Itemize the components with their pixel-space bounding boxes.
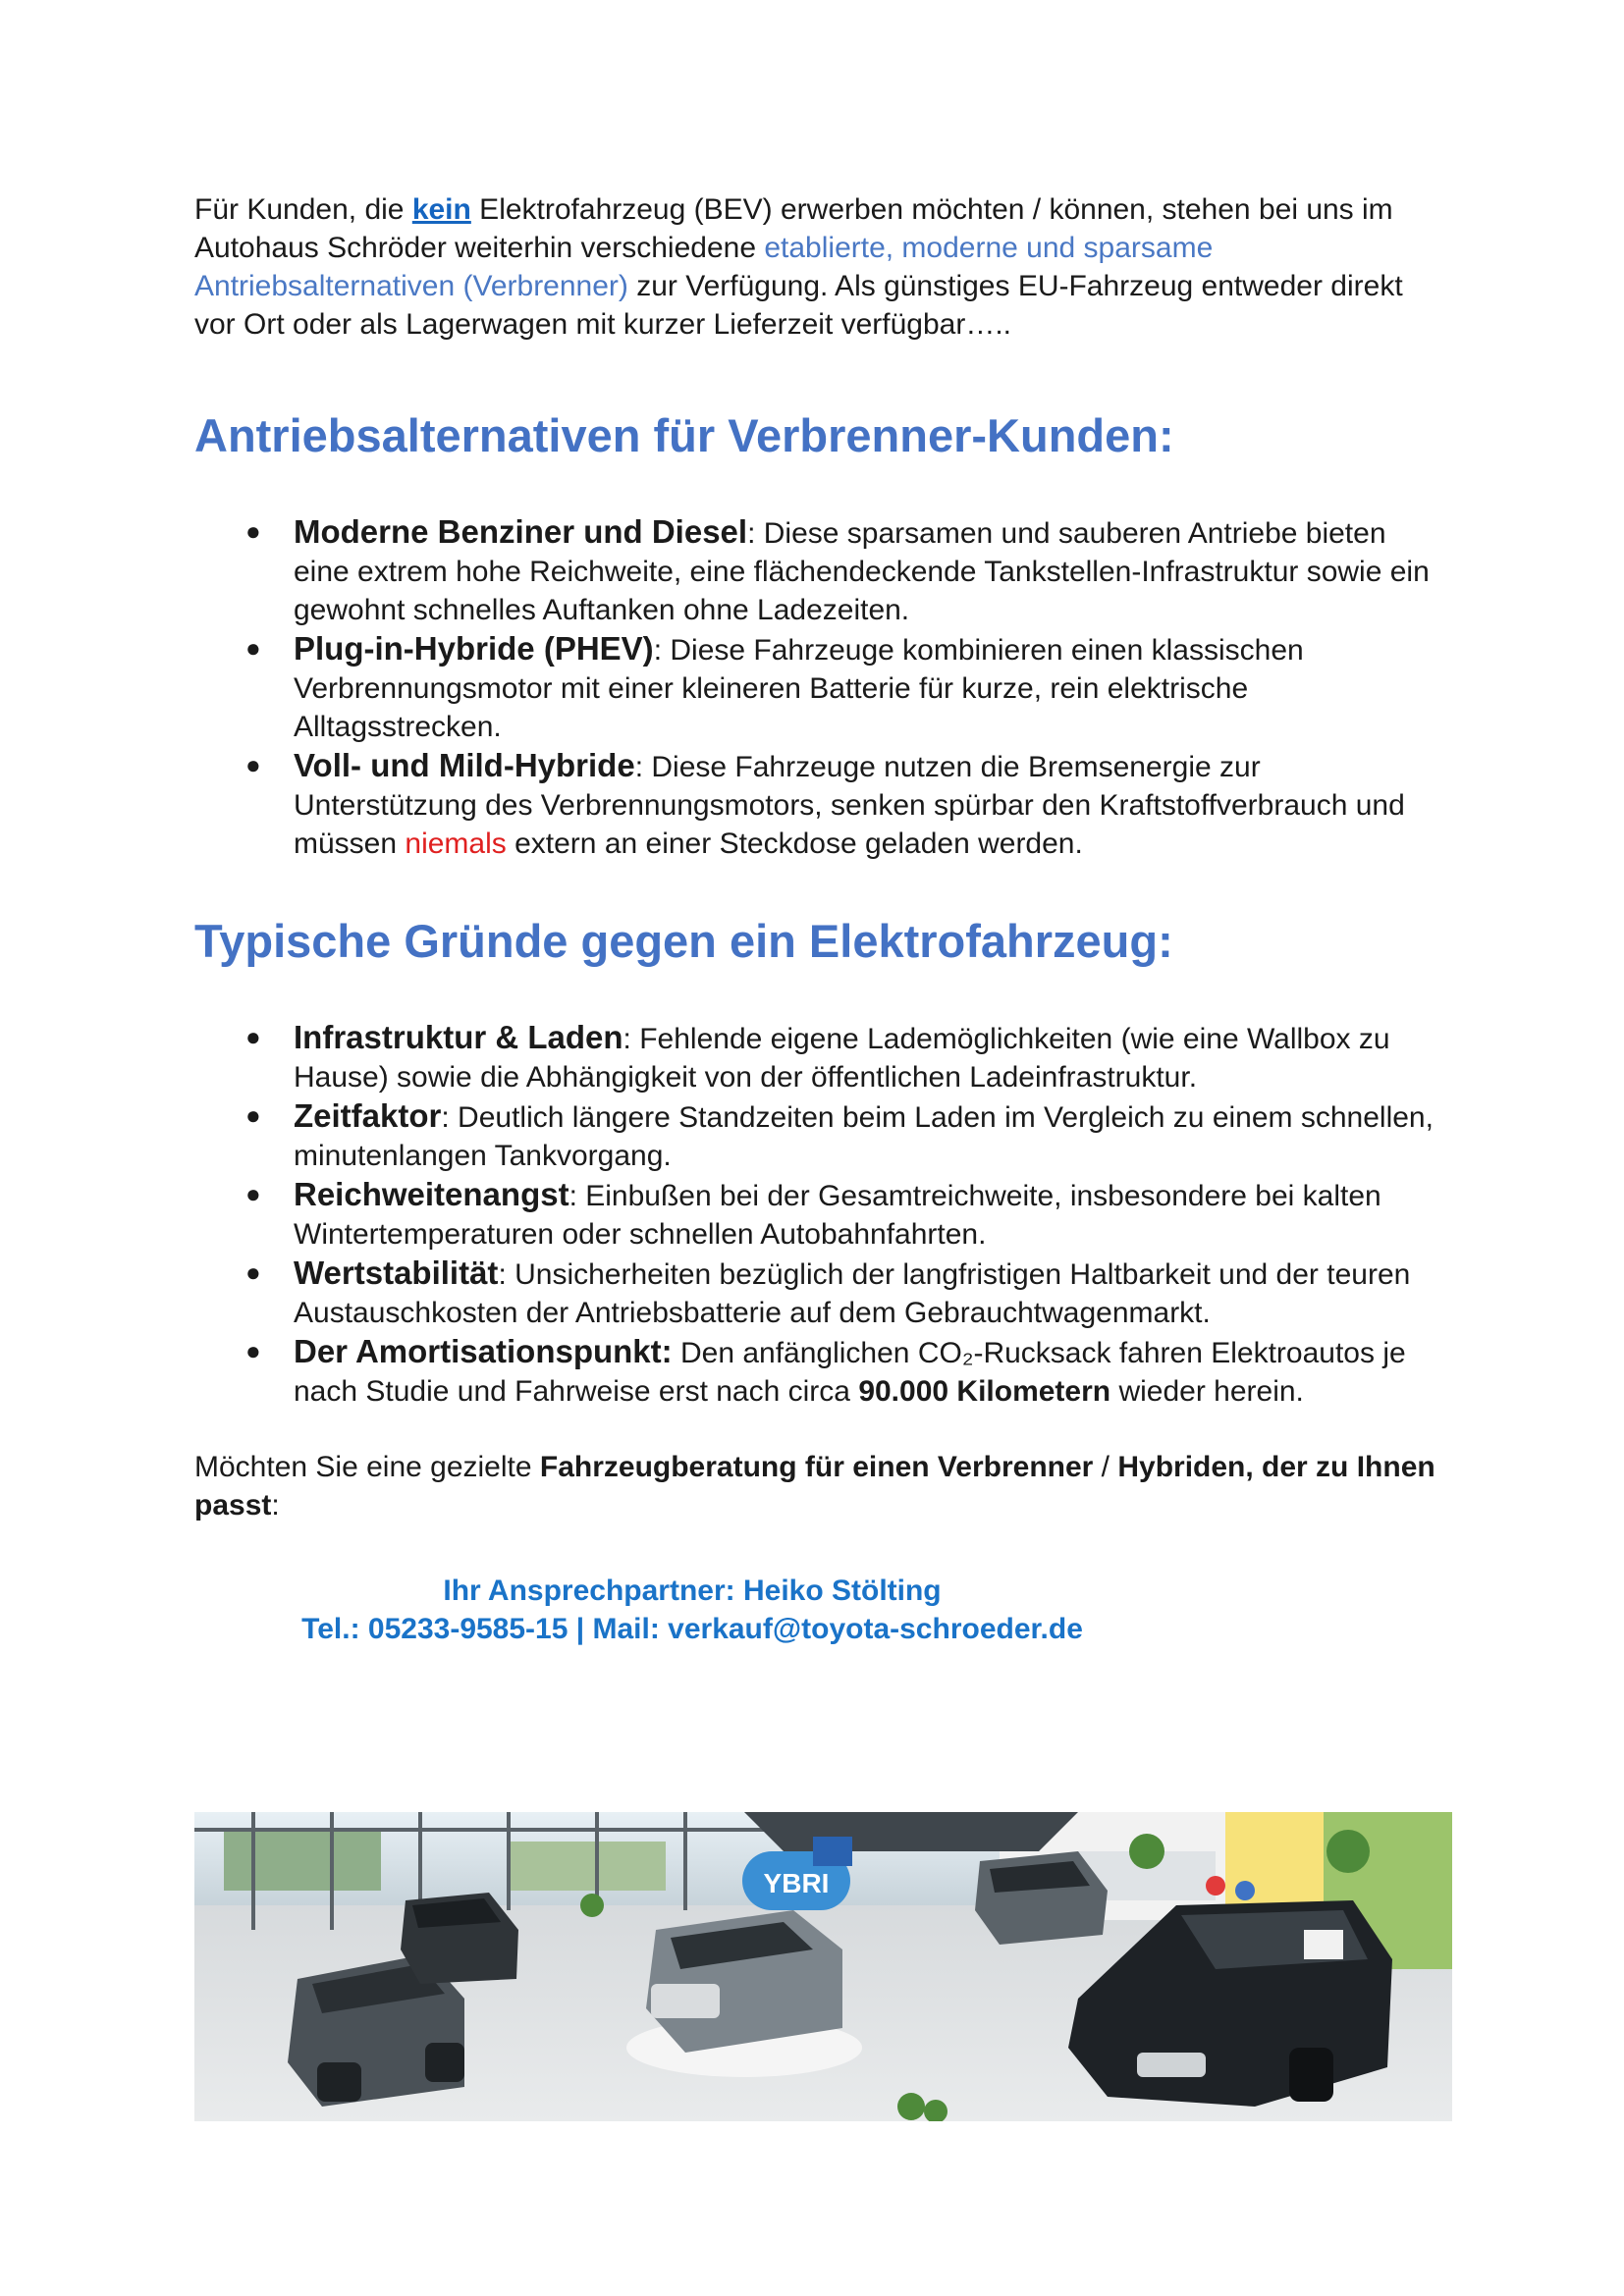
list-item (194, 1332, 1441, 1411)
item-text: Den anfänglichen CO₂-Rucksack fahren Elektroautos je nach Studie und Fahrweise erst nach circa (294, 1337, 1406, 1408)
bullet-icon: ● (245, 1022, 261, 1051)
cta-text: : (271, 1489, 280, 1522)
intro-text: Für Kunden, die (194, 193, 412, 226)
alternatives-list (194, 512, 1441, 863)
bullet-icon: ● (245, 1257, 261, 1287)
item-text: : Fehlende eigene Lademöglichkeiten (wie eine Wallbox zu Hause) sowie die Abhängigkeit von der öffentlichen Ladeinfrastruktur. (294, 1023, 1390, 1094)
item-term: Der Amortisationspunkt: (294, 1333, 673, 1369)
document-content (194, 190, 1441, 1648)
item-term: Moderne Benziner und Diesel (294, 513, 748, 550)
item-term: Voll- und Mild-Hybride (294, 747, 635, 783)
list-item (194, 746, 1441, 863)
showroom-illustration (194, 1812, 1452, 2121)
item-text: : Diese Fahrzeuge nutzen die Bremsenergie zur Unterstützung des Verbrennungsmotors, senken spürbar den Kraftstoffverbrauch und müssen (294, 751, 1405, 860)
list-item (194, 629, 1441, 746)
banner-text: YBRI (763, 1868, 830, 1898)
intro-paragraph (194, 190, 1441, 344)
item-term: Reichweitenangst (294, 1176, 569, 1212)
cta-text: / (1093, 1451, 1118, 1483)
list-item (194, 512, 1441, 629)
list-item (194, 1018, 1441, 1096)
item-text: wieder herein. (1110, 1375, 1304, 1408)
contact-details[interactable]: Tel.: 05233-9585-15 | Mail: verkauf@toyota-schroeder.de (301, 1613, 1083, 1645)
item-emphasis: 90.000 Kilometern (858, 1375, 1111, 1408)
cta-bold: Fahrzeugberatung für einen Verbrenner (539, 1451, 1094, 1483)
intro-text: Elektrofahrzeug (BEV) erwerben möchten / können, stehen bei uns im Autohaus Schröder weiterhin verschiedene (194, 193, 1393, 264)
kein-link[interactable]: kein (411, 193, 471, 226)
contact-person: Ihr Ansprechpartner: Heiko Stölting (443, 1575, 942, 1607)
bullet-icon: ● (245, 1179, 261, 1208)
intro-text: zur Verfügung. Als günstiges EU-Fahrzeug entweder direkt vor Ort oder als Lagerwagen mit kurzer Lieferzeit verfügbar….. (194, 270, 1403, 341)
car-grey-suv (975, 1851, 1108, 1945)
intro-highlight: etablierte, moderne und sparsame Antriebsalternativen (Verbrenner) (194, 232, 1214, 302)
item-term: Wertstabilität (294, 1255, 499, 1291)
bullet-icon: ● (245, 633, 261, 663)
item-text: : Diese sparsamen und sauberen Antriebe bieten eine extrem hohe Reichweite, eine flächendeckende Tankstellen-Infrastruktur sowie ein gewohnt schnelles Auftanken ohne Ladezeiten. (294, 517, 1430, 626)
item-text: : Einbußen bei der Gesamtreichweite, insbesondere bei kalten Wintertemperaturen oder schnellen Autobahnfahrten. (294, 1180, 1381, 1251)
item-text: : Diese Fahrzeuge kombinieren einen klassischen Verbrennungsmotor mit einer kleineren Batterie für kurze, rein elektrische Alltagsstrecken. (294, 634, 1304, 743)
item-term: Infrastruktur & Laden (294, 1019, 623, 1055)
list-item (194, 1096, 1441, 1175)
item-text: extern an einer Steckdose geladen werden. (506, 828, 1083, 860)
section-heading-alternatives: Antriebsalternativen für Verbrenner-Kunden: (194, 409, 1174, 461)
item-emphasis: niemals (405, 828, 507, 860)
bullet-icon: ● (245, 1100, 261, 1130)
item-term: Plug-in-Hybride (PHEV) (294, 630, 654, 667)
cta-text: Möchten Sie eine gezielte (194, 1451, 540, 1483)
list-item (194, 1175, 1441, 1254)
list-item (194, 1254, 1441, 1332)
item-text: : Unsicherheiten bezüglich der langfristigen Haltbarkeit und der teuren Austauschkosten der Antriebsbatterie auf dem Gebrauchtwagenmarkt. (294, 1258, 1411, 1329)
bullet-icon: ● (245, 516, 261, 546)
item-term: Zeitfaktor (294, 1097, 442, 1134)
cta-paragraph (194, 1448, 1441, 1524)
section-heading-reasons: Typische Gründe gegen ein Elektrofahrzeug: (194, 915, 1173, 967)
bullet-icon: ● (245, 750, 261, 779)
cta-bold: Hybriden, der zu Ihnen passt (194, 1451, 1435, 1522)
reasons-list (194, 1018, 1441, 1411)
bullet-icon: ● (245, 1336, 261, 1365)
item-text: : Deutlich längere Standzeiten beim Laden im Vergleich zu einem schnellen, minutenlangen Tankvorgang. (294, 1101, 1434, 1172)
showroom-photo (194, 1812, 1452, 2121)
